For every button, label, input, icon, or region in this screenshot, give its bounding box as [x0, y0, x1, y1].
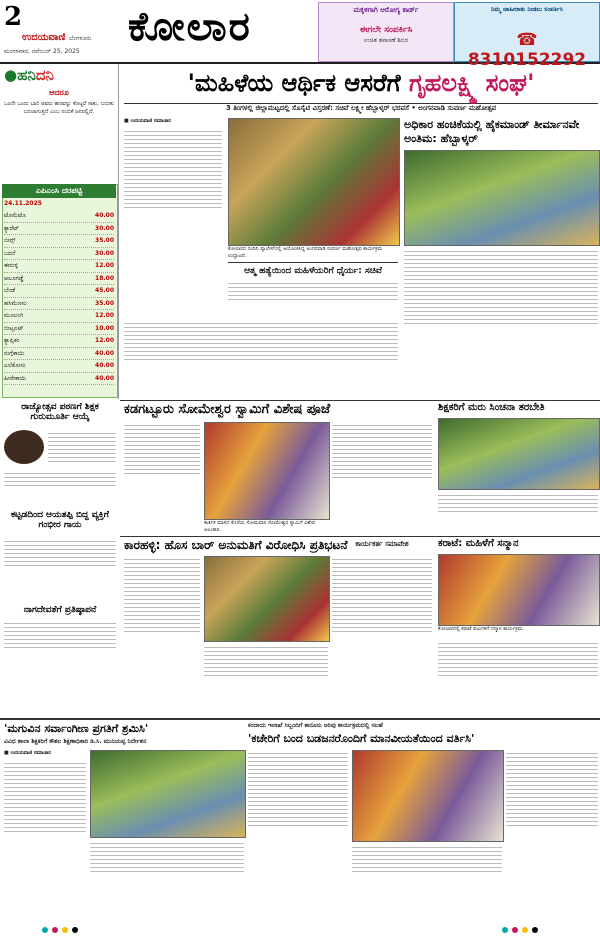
left-story-3-headline: ನಾಗದೇವತೆಗೆ ಪ್ರತಿಷ್ಠಾಪನೆ: [23, 605, 97, 615]
rate-price: 35.00: [95, 237, 114, 244]
rate-item: ಹಸಿಮೆಣಸು: [4, 299, 27, 307]
rate-item: ಈರುಳ್ಳಿ: [4, 262, 18, 269]
middle-story-4-body: [438, 640, 598, 716]
main-photo: [228, 118, 400, 246]
left-story-1-body-cont: [4, 470, 116, 504]
teacher-photo: [4, 430, 44, 464]
left-story-2-headline: ಕಟ್ಟಡದಿಂದ ಆಯತಪ್ಪಿ ಬಿದ್ದ ವ್ಯಕ್ತಿಗೆ ಗಂಭೀರ ಗಾಯ: [10, 510, 110, 530]
middle-story-2-body: [438, 492, 598, 534]
apmc-rate-list: [4, 210, 114, 385]
right-story-headline: ಅಧಿಕಾರ ಹಂಚಿಕೆಯಲ್ಲಿ ಹೈಕಮಾಂಡ್ ತೀರ್ಮಾನವೇ ಅಂತಿಮ: ಹೆಬ್ಬಾಳ್ಕರ್: [404, 118, 580, 145]
rate-item: ಮೂಲಂಗಿ: [4, 312, 24, 319]
bottom-left-photo: [90, 750, 246, 838]
rate-row: [4, 360, 114, 373]
section-rule: [120, 400, 600, 401]
hanidani-logo: ●ಹನಿದನಿ: [4, 66, 54, 84]
main-story-body-bottom: [124, 320, 398, 400]
left-story-3-body: [4, 620, 116, 680]
page-number: 2: [4, 2, 23, 32]
city-title: ಕೋಲಾರ: [128, 4, 252, 50]
bottom-right-body-2: [352, 844, 502, 910]
bottom-left-body-2: [90, 840, 244, 910]
rate-price: 40.00: [95, 374, 114, 382]
rate-price: 12.00: [95, 312, 114, 319]
rate-item: ಕ್ಯಾಪ್ಸಿಕಂ: [4, 337, 20, 344]
rate-row: [4, 235, 114, 248]
rate-price: 40.00: [95, 362, 114, 369]
rate-price: 18.00: [95, 274, 114, 282]
middle-story-3-body-2: [204, 644, 328, 716]
bottom-right-headline: 'ಕಚೇರಿಗೆ ಬಂದ ಬಡಜನರೊಂದಿಗೆ ಮಾನವೀಯತೆಯಿಂದ ವರ್ತಿಸಿ': [248, 732, 475, 745]
rate-price: 35.00: [95, 299, 114, 307]
right-story-body: [404, 248, 598, 400]
rate-price: 12.00: [95, 337, 114, 344]
bottom-left-body: [4, 760, 86, 910]
ad-contact-line1: ನಿಮ್ಮ ಜಾಹೀರಾತು ನೀಡಲು ಸಂಪರ್ಕಿಸಿ: [491, 6, 563, 13]
dateline: ಮಂಗಳವಾರ, ನವೆಂಬರ್ 25, 2025: [4, 48, 80, 55]
rate-row: [4, 260, 114, 273]
rate-row: [4, 310, 114, 323]
left-story-1-headline: ರಾಜ್ಯೋತ್ಸವ ಪಠಣಗೆ ಶಿಕ್ಷಕ ಗುರುಮೂರ್ತಿ ಆಯ್ಕೆ: [21, 402, 99, 422]
rate-price: 10.00: [95, 324, 114, 332]
right-story-photo: [404, 150, 600, 246]
rate-item: ಬೆಂಡೆ: [4, 287, 16, 294]
ad-phone-number: ☎ 8310152292: [467, 30, 587, 70]
rate-item: ಟೊಮೆಟೊ: [4, 212, 26, 219]
rate-row: [4, 273, 114, 286]
middle-story-1-photo: [204, 422, 330, 520]
main-quote-headline: ಆತ್ಮ ಹತ್ಯೆಯಿಂದ ಮಹಿಳೆಯರಿಗೆ ಧೈರ್ಯ: ಸಚಿವೆ: [244, 266, 382, 276]
rate-item: ಹೀರೇಕಾಯಿ: [4, 374, 27, 382]
registration-marks: [0, 916, 600, 928]
bottom-left-byline: ■ ಉದಯವಾಣಿ ಸಮಾಚಾರ: [4, 750, 51, 756]
middle-story-4-caption: ಕೋಲಾರದಲ್ಲಿ ಕರಾಟೆ ಪಟುಗಳಿಗೆ ಸನ್ಮಾನ ಕಾರ್ಯಕ್ರಮ.: [438, 626, 525, 632]
main-byline: ■ ಉದಯವಾಣಿ ಸಮಾಚಾರ: [124, 118, 171, 124]
middle-story-3-side-head: ಕಾರ್ಯಕರ್ತ ಸಮಾವೇಶ: [355, 540, 409, 548]
quote-text: ಒಂದೇ ಒಂದು ಬಾರಿ ಅವರು ಹಣವನ್ನು ಕೊಟ್ಟರೆ ಸಾಕು, ಬದುಕು ಬದಲಾಗುತ್ತದೆ ಎಂಬ ನಂಬಿಕೆ ಜನರಲ್ಲಿದೆ.: [4, 101, 114, 115]
middle-story-3-side-body: [332, 556, 432, 716]
middle-story-3-photo: [204, 556, 330, 642]
rate-item: ನುಗ್ಗೆಕಾಯಿ: [4, 349, 25, 357]
rate-row: [4, 323, 114, 336]
rate-row: [4, 285, 114, 298]
middle-story-4-photo: [438, 554, 600, 626]
ad-health-line1: ಮಕ್ಕಳಿಗಾಗಿ ಆರೋಗ್ಯ ಕಾರ್ಡ್: [353, 6, 419, 14]
middle-story-3-headline: ಕಾರಹಳ್ಳಿ: ಹೊಸ ಬಾರ್ ಅನುಮತಿಗೆ ವಿರೋಧಿಸಿ ಪ್ರತಿಭಟನೆ: [124, 538, 348, 552]
rate-item: ಬೀನ್ಸ್: [4, 237, 16, 244]
ad-health-card: [318, 2, 454, 62]
middle-story-3-body: [124, 556, 200, 716]
middle-story-1-body-2: [332, 422, 432, 534]
main-story-body-col1: [124, 128, 222, 288]
rate-price: 30.00: [95, 224, 114, 232]
hanidani-quote: [4, 88, 114, 116]
bottom-right-photo: [352, 750, 504, 842]
rate-price: 40.00: [95, 212, 114, 219]
bottom-right-body: [248, 750, 348, 910]
middle-story-1-body: [124, 422, 200, 530]
main-quote-body: [228, 280, 398, 320]
left-story-2-body: [4, 538, 116, 598]
main-photo-caption: ಕೋಲಾರದ ನಂದಿನಿ ಪ್ಯಾಲೇಸ್‌ನಲ್ಲಿ ಆಯೋಜಿಸಿದ್ದ ಅಂಗನವಾಡಿ ಸುವರ್ಣ ಮಹೋತ್ಸವ ಕಾರ್ಯಕ್ರಮ ಉದ್ಘಾಟನೆ.: [228, 246, 383, 259]
rate-row: [4, 248, 114, 261]
quote-heading: ಆದರೂ: [49, 88, 69, 97]
middle-story-1-caption: ಕಾರ್ತಿಕ ಮಾಸದ ಕೊನೆಯ ಸೋಮವಾರ ಸೋಮೇಶ್ವರ ಸ್ವಾಮಿಗೆ ವಿಶೇಷ ಅಲಂಕಾರ.: [204, 520, 316, 533]
bottom-left-subhead: ವಿವಿಧ ಶಾಲಾ ಶಿಕ್ಷಕರಿಗೆ ಕೌಶಲ ಶಿಕ್ಷಣಾಧಿಕಾರಿ ಡಿ.ಸಿ. ಮುನಿಯಪ್ಪ ನಿರ್ದೇಶನ: [4, 738, 147, 745]
main-headline: 'ಮಹಿಳೆಯ ಆರ್ಥಿಕ ಆಸರೆಗೆ ಗೃಹಲಕ್ಷ್ಮಿ ಸಂಘ': [124, 65, 598, 104]
bottom-rule: [0, 718, 600, 720]
bottom-right-body-3: [506, 750, 598, 910]
rate-row: [4, 298, 114, 311]
rate-row: [4, 348, 114, 361]
section-rule-2: [120, 536, 600, 537]
rate-item: ಬೀಟ್ರೂಟ್: [4, 324, 24, 332]
ad-health-line3: ಉಚಿತ ತಪಾಸಣೆ ಶಿಬಿರ: [364, 37, 408, 44]
main-subhead: 3 ತಿಂಗಳಲ್ಲಿ ಜಿಲ್ಲಾಮಟ್ಟದಲ್ಲಿ ಸೊಸೈಟಿ ವಿಸ್ತರಣೆ: ಸಚಿವೆ ಲಕ್ಷ್ಮೀ ಹೆಬ್ಬಾಳ್ಕರ್ ಭರವಸೆ • ಅಂಗನವಾಡಿ ಸುವರ್ಣ ಮಹೋತ್ಸವ: [225, 104, 497, 112]
apmc-rate-header: ಎಪಿಎಂಸಿ ದರಪಟ್ಟಿ: [2, 184, 116, 198]
bottom-right-kicker: ಕಂದಾಯ ಇಲಾಖೆ ಸಿಬ್ಬಂದಿಗೆ ಕಾನೂನು ಅರಿವು ಕಾರ್ಯಕ್ರಮದಲ್ಲಿ ಸಲಹೆ: [248, 722, 383, 729]
ad-contact: [454, 2, 600, 70]
rate-item: ಎಲೆಕೋಸು: [4, 362, 26, 369]
phone-icon: ☎: [516, 30, 538, 50]
middle-story-1-headline: ಕಡಗಟ್ಟೂರು ಸೋಮೇಶ್ವರ ಸ್ವಾಮಿಗೆ ವಿಶೇಷ ಪೂಜೆ: [124, 402, 331, 417]
rate-price: 12.00: [95, 262, 114, 269]
rate-price: 40.00: [95, 349, 114, 357]
rate-row: [4, 335, 114, 348]
rate-item: ಕ್ಯಾರೆಟ್: [4, 224, 19, 232]
rate-price: 45.00: [95, 287, 114, 294]
middle-story-4-headline: ಕರಾಟೆ: ಮಹಿಳೆಗೆ ಸನ್ಮಾನ: [438, 538, 519, 549]
divider: [228, 262, 398, 263]
ad-health-line2: ಈಗಲೇ ಸಂಪರ್ಕಿಸಿ: [359, 25, 413, 35]
apmc-rate-date: 24.11.2025: [4, 200, 42, 207]
bottom-left-headline: 'ಮಗುವಿನ ಸರ್ವಾಂಗೀಣ ಪ್ರಗತಿಗೆ ಶ್ರಮಿಸಿ': [4, 722, 149, 735]
rate-row: [4, 210, 114, 223]
middle-story-2-headline: ಶಿಕ್ಷಕರಿಗೆ ಮರು ಸಿಂಚನಾ ತರಬೇತಿ: [438, 402, 545, 413]
rate-item: ಬದನೆ: [4, 249, 16, 257]
rate-price: 30.00: [95, 249, 114, 257]
rate-row: [4, 223, 114, 236]
rate-row: [4, 373, 114, 386]
paper-name: ಉದಯವಾಣಿ ಬೆಂಗಳೂರು: [22, 32, 92, 43]
rate-item: ಆಲೂಗಡ್ಡೆ: [4, 274, 24, 282]
drop-icon: ●: [4, 66, 18, 84]
middle-story-2-photo: [438, 418, 600, 490]
